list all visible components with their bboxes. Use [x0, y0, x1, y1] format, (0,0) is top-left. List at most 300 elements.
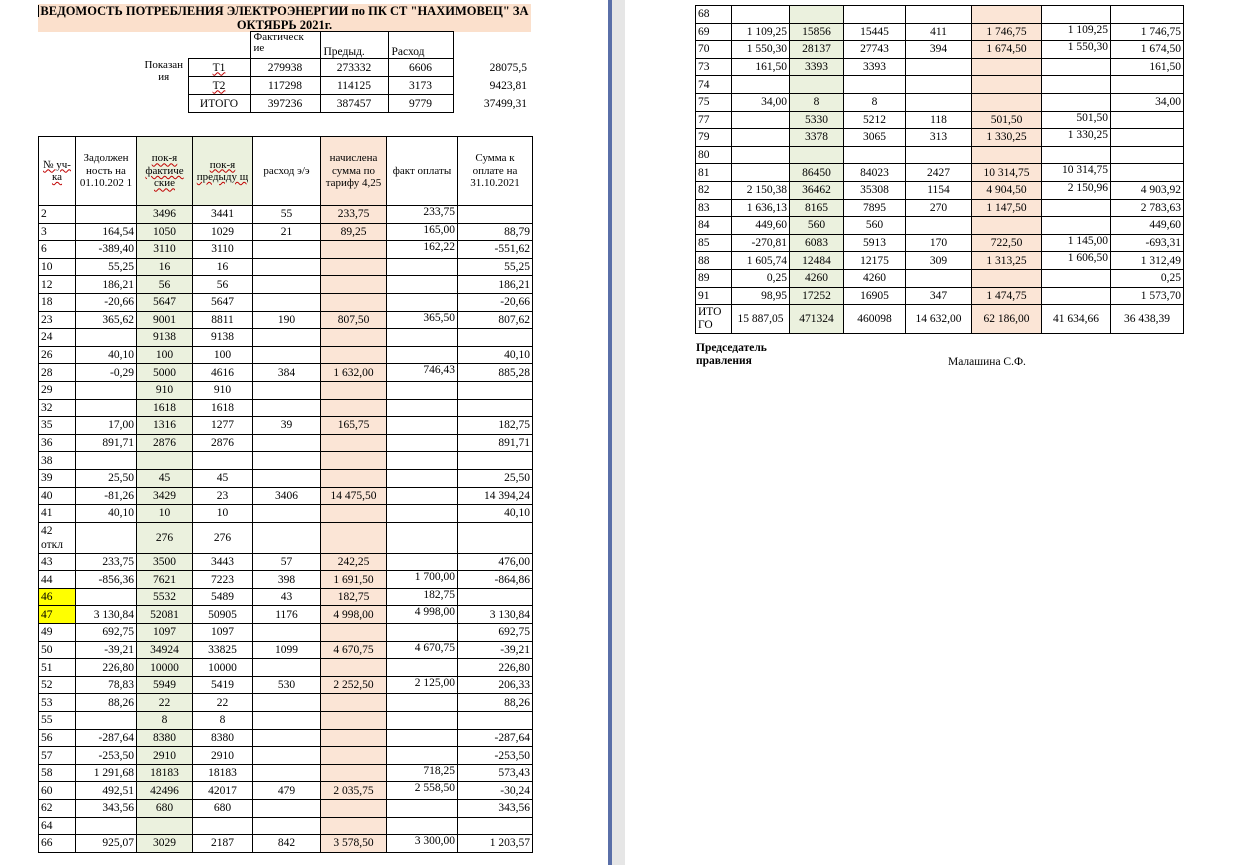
table-row	[696, 181, 1184, 199]
cell-charge	[321, 276, 387, 294]
cell-charge	[321, 764, 387, 782]
cell-previous-reading: 15445	[844, 23, 906, 41]
cell-current-reading: 34924	[137, 641, 193, 659]
cell-due	[458, 817, 533, 835]
cell-charge: 182,75	[321, 588, 387, 606]
col-header-plot: № уч-ка	[39, 137, 76, 206]
cell-charge: 1 474,75	[972, 287, 1042, 305]
cell-plot: 89	[696, 269, 732, 287]
cell-debt: -253,50	[76, 747, 137, 765]
table-row	[39, 381, 533, 399]
cell-plot: 69	[696, 23, 732, 41]
cell-paid	[1042, 269, 1111, 287]
table-row	[39, 588, 533, 606]
cell-due: 1 573,70	[1111, 287, 1184, 305]
cell-debt: 34,00	[732, 93, 790, 111]
table-row	[39, 399, 533, 417]
cell-charge: 722,50	[972, 234, 1042, 252]
col-header-due: Сумма к оплате на 31.10.2021	[458, 137, 533, 206]
cell-charge: 14 475,50	[321, 487, 387, 505]
cell-charge	[972, 269, 1042, 287]
cell-plot: 88	[696, 252, 732, 270]
cell-plot: 3	[39, 223, 76, 241]
cell-plot: 47	[39, 606, 76, 624]
cell-current-reading: 9138	[137, 329, 193, 347]
cell-usage: 118	[906, 111, 972, 129]
cell-previous-reading: 3065	[844, 129, 906, 147]
summary-t2-fact: 117298	[250, 77, 320, 95]
cell-current-reading: 3110	[137, 241, 193, 259]
cell-previous-reading: 1029	[193, 223, 253, 241]
cell-debt: 1 550,30	[732, 41, 790, 59]
table-row	[696, 234, 1184, 252]
cell-due: 14 394,24	[458, 487, 533, 505]
cell-charge: 233,75	[321, 206, 387, 224]
cell-charge: 501,50	[972, 111, 1042, 129]
cell-paid	[387, 434, 458, 452]
cell-due	[458, 522, 533, 553]
cell-due: -39,21	[458, 641, 533, 659]
document-title	[38, 4, 531, 32]
cell-due: 40,10	[458, 505, 533, 523]
cell-charge: 1 330,25	[972, 129, 1042, 147]
cell-due	[458, 381, 533, 399]
cell-plot: 56	[39, 729, 76, 747]
cell-usage	[253, 276, 321, 294]
summary-total-fact: 397236	[250, 95, 320, 113]
cell-previous-reading: 1618	[193, 399, 253, 417]
cell-plot: 81	[696, 164, 732, 182]
cell-usage: 384	[253, 364, 321, 382]
cell-previous-reading: 27743	[844, 41, 906, 59]
cell-debt: 88,26	[76, 694, 137, 712]
total-due: 36 438,39	[1111, 305, 1184, 334]
cell-paid: 501,50	[1042, 111, 1111, 129]
table-row	[39, 764, 533, 782]
cell-due	[458, 399, 533, 417]
cell-usage	[253, 346, 321, 364]
cell-paid	[1042, 217, 1111, 235]
consumption-table-right	[695, 5, 1184, 334]
cell-charge	[321, 817, 387, 835]
cell-previous-reading: 2187	[193, 835, 253, 853]
cell-debt: 226,80	[76, 659, 137, 677]
cell-plot: 74	[696, 76, 732, 94]
summary-t1-fact: 279938	[250, 59, 320, 77]
table-row	[39, 364, 533, 382]
cell-current-reading: 8	[137, 712, 193, 730]
cell-usage: 43	[253, 588, 321, 606]
cell-paid: 2 125,00	[387, 676, 458, 694]
cell-charge: 3 578,50	[321, 835, 387, 853]
cell-plot: 12	[39, 276, 76, 294]
cell-plot: 84	[696, 217, 732, 235]
cell-paid	[387, 712, 458, 730]
cell-usage: 3406	[253, 487, 321, 505]
cell-charge: 2 252,50	[321, 676, 387, 694]
cell-debt: 343,56	[76, 800, 137, 818]
cell-charge: 1 313,25	[972, 252, 1042, 270]
cell-debt: 2 150,38	[732, 181, 790, 199]
cell-charge: 4 904,50	[972, 181, 1042, 199]
cell-due: 0,25	[1111, 269, 1184, 287]
cell-paid: 4 670,75	[387, 641, 458, 659]
cell-plot: 58	[39, 764, 76, 782]
table-row	[696, 6, 1184, 24]
cell-due: -253,50	[458, 747, 533, 765]
cell-current-reading: 2876	[137, 434, 193, 452]
cell-usage: 1176	[253, 606, 321, 624]
cell-debt: 1 636,13	[732, 199, 790, 217]
cell-previous-reading: 10000	[193, 659, 253, 677]
cell-current-reading: 8	[790, 93, 844, 111]
cell-previous-reading: 23	[193, 487, 253, 505]
table-row	[39, 782, 533, 800]
cell-charge: 4 670,75	[321, 641, 387, 659]
cell-current-reading: 276	[137, 522, 193, 553]
cell-charge: 89,25	[321, 223, 387, 241]
table-row	[39, 206, 533, 224]
text-cursor	[38, 5, 39, 17]
cell-previous-reading: 84023	[844, 164, 906, 182]
cell-previous-reading: 1097	[193, 624, 253, 642]
document-page-left	[0, 0, 608, 865]
cell-usage	[253, 329, 321, 347]
cell-due: 476,00	[458, 553, 533, 571]
cell-charge: 1 147,50	[972, 199, 1042, 217]
cell-paid: 1 606,50	[1042, 252, 1111, 270]
cell-current-reading: 4260	[790, 269, 844, 287]
cell-current-reading: 10000	[137, 659, 193, 677]
table-row	[696, 76, 1184, 94]
cell-plot: 43	[39, 553, 76, 571]
cell-previous-reading: 2910	[193, 747, 253, 765]
cell-paid	[387, 694, 458, 712]
cell-due: 573,43	[458, 764, 533, 782]
cell-due: -287,64	[458, 729, 533, 747]
cell-usage	[906, 76, 972, 94]
cell-charge: 1 674,50	[972, 41, 1042, 59]
cell-usage: 309	[906, 252, 972, 270]
cell-usage: 270	[906, 199, 972, 217]
cell-charge	[321, 434, 387, 452]
cell-debt: 40,10	[76, 346, 137, 364]
cell-due: 25,50	[458, 469, 533, 487]
cell-debt	[732, 129, 790, 147]
cell-debt: -39,21	[76, 641, 137, 659]
cell-current-reading: 17252	[790, 287, 844, 305]
table-row	[39, 729, 533, 747]
summary-row-label: Показан ия	[144, 58, 184, 83]
cell-due: 2 783,63	[1111, 199, 1184, 217]
cell-previous-reading: 5419	[193, 676, 253, 694]
cell-paid	[387, 293, 458, 311]
cell-charge: 1 691,50	[321, 571, 387, 589]
cell-current-reading: 3500	[137, 553, 193, 571]
cell-due: -864,86	[458, 571, 533, 589]
cell-plot: 75	[696, 93, 732, 111]
cell-previous-reading: 7895	[844, 199, 906, 217]
cell-previous-reading: 5212	[844, 111, 906, 129]
table-row	[39, 487, 533, 505]
cell-current-reading: 680	[137, 800, 193, 818]
cell-previous-reading: 10	[193, 505, 253, 523]
cell-plot: 38	[39, 452, 76, 470]
cell-charge: 1 632,00	[321, 364, 387, 382]
cell-previous-reading	[844, 6, 906, 24]
table-row	[696, 252, 1184, 270]
cell-previous-reading: 1277	[193, 417, 253, 435]
cell-usage	[253, 469, 321, 487]
cell-plot: 62	[39, 800, 76, 818]
cell-debt: 98,95	[732, 287, 790, 305]
table-row	[696, 111, 1184, 129]
table-row	[696, 93, 1184, 111]
cell-charge: 10 314,75	[972, 164, 1042, 182]
cell-debt: 1 605,74	[732, 252, 790, 270]
cell-debt: -270,81	[732, 234, 790, 252]
cell-charge	[972, 6, 1042, 24]
cell-charge	[321, 729, 387, 747]
cell-usage	[906, 58, 972, 76]
cell-due: 40,10	[458, 346, 533, 364]
cell-paid: 162,22	[387, 241, 458, 259]
cell-debt	[76, 712, 137, 730]
cell-paid	[1042, 76, 1111, 94]
cell-plot: 80	[696, 146, 732, 164]
cell-usage	[253, 800, 321, 818]
total-current-reading: 471324	[790, 305, 844, 334]
table-row	[39, 293, 533, 311]
table-row	[696, 58, 1184, 76]
summary-total-label: ИТОГО	[188, 95, 250, 113]
cell-debt	[732, 76, 790, 94]
cell-paid	[387, 553, 458, 571]
cell-charge	[972, 217, 1042, 235]
cell-previous-reading: 16905	[844, 287, 906, 305]
cell-previous-reading: 3110	[193, 241, 253, 259]
cell-plot: 44	[39, 571, 76, 589]
cell-usage: 21	[253, 223, 321, 241]
title-text: ВЕДОМОСТЬ ПОТРЕБЛЕНИЯ ЭЛЕКТРОЭНЕРГИИ по ПК СТ "НАХИМОВЕЦ" ЗА ОКТЯБРЬ 2021г.	[40, 4, 529, 32]
cell-paid: 10 314,75	[1042, 164, 1111, 182]
table-row	[39, 452, 533, 470]
cell-due	[1111, 111, 1184, 129]
cell-debt	[76, 588, 137, 606]
table-row	[39, 694, 533, 712]
table-row	[39, 624, 533, 642]
cell-paid	[387, 747, 458, 765]
cell-usage: 394	[906, 41, 972, 59]
cell-due: 3 130,84	[458, 606, 533, 624]
cell-debt	[76, 329, 137, 347]
cell-debt: 17,00	[76, 417, 137, 435]
cell-due: 891,71	[458, 434, 533, 452]
cell-current-reading: 910	[137, 381, 193, 399]
table-row	[696, 146, 1184, 164]
cell-paid: 2 558,50	[387, 782, 458, 800]
cell-debt: 25,50	[76, 469, 137, 487]
cell-usage: 398	[253, 571, 321, 589]
cell-debt: -856,36	[76, 571, 137, 589]
cell-debt: -0,29	[76, 364, 137, 382]
cell-paid	[1042, 58, 1111, 76]
table-row	[39, 223, 533, 241]
cell-current-reading: 52081	[137, 606, 193, 624]
cell-current-reading: 5330	[790, 111, 844, 129]
cell-usage	[253, 505, 321, 523]
cell-due	[1111, 164, 1184, 182]
cell-current-reading: 8165	[790, 199, 844, 217]
cell-debt: 78,83	[76, 676, 137, 694]
cell-current-reading: 5000	[137, 364, 193, 382]
cell-usage: 411	[906, 23, 972, 41]
table-row	[39, 311, 533, 329]
cell-previous-reading: 4616	[193, 364, 253, 382]
cell-current-reading: 86450	[790, 164, 844, 182]
cell-plot: 26	[39, 346, 76, 364]
cell-current-reading: 42496	[137, 782, 193, 800]
cell-plot: 18	[39, 293, 76, 311]
cell-due: -30,24	[458, 782, 533, 800]
cell-debt	[76, 452, 137, 470]
cell-current-reading: 9001	[137, 311, 193, 329]
cell-due: 34,00	[1111, 93, 1184, 111]
cell-plot: 32	[39, 399, 76, 417]
cell-debt: -287,64	[76, 729, 137, 747]
col-header-previous-reading: пок-я предыду щ	[193, 137, 253, 206]
cell-current-reading: 1618	[137, 399, 193, 417]
cell-usage: 347	[906, 287, 972, 305]
table-row	[696, 287, 1184, 305]
cell-paid	[387, 329, 458, 347]
cell-plot: 91	[696, 287, 732, 305]
cell-paid	[1042, 93, 1111, 111]
cell-plot: 2	[39, 206, 76, 224]
col-header-usage: расход э/э	[253, 137, 321, 206]
table-row	[39, 469, 533, 487]
cell-due: 186,21	[458, 276, 533, 294]
cell-paid: 746,43	[387, 364, 458, 382]
summary-t1-label: Т1	[188, 59, 250, 77]
cell-current-reading: 36462	[790, 181, 844, 199]
cell-paid	[387, 258, 458, 276]
cell-current-reading: 3029	[137, 835, 193, 853]
cell-plot: 53	[39, 694, 76, 712]
cell-usage	[253, 624, 321, 642]
cell-usage: 530	[253, 676, 321, 694]
cell-current-reading	[790, 76, 844, 94]
cell-paid	[387, 276, 458, 294]
cell-charge	[972, 76, 1042, 94]
cell-usage	[906, 6, 972, 24]
table-row	[39, 800, 533, 818]
cell-paid	[387, 417, 458, 435]
table-row	[696, 41, 1184, 59]
summary-t2-prev: 114125	[320, 77, 388, 95]
cell-plot: 57	[39, 747, 76, 765]
cell-previous-reading: 910	[193, 381, 253, 399]
cell-current-reading: 1316	[137, 417, 193, 435]
cell-plot: 39	[39, 469, 76, 487]
cell-previous-reading	[193, 452, 253, 470]
total-plot: ИТО ГО	[696, 305, 732, 334]
cell-previous-reading: 33825	[193, 641, 253, 659]
summary-t2-sum: 9423,81	[489, 79, 527, 92]
cell-usage	[253, 764, 321, 782]
cell-debt: 365,62	[76, 311, 137, 329]
cell-previous-reading: 5647	[193, 293, 253, 311]
cell-plot: 36	[39, 434, 76, 452]
cell-due	[1111, 129, 1184, 147]
cell-previous-reading: 8	[193, 712, 253, 730]
cell-current-reading: 2910	[137, 747, 193, 765]
cell-plot: 79	[696, 129, 732, 147]
cell-due: 885,28	[458, 364, 533, 382]
cell-current-reading: 3378	[790, 129, 844, 147]
cell-current-reading: 7621	[137, 571, 193, 589]
cell-due: 1 203,57	[458, 835, 533, 853]
cell-previous-reading: 3443	[193, 553, 253, 571]
cell-previous-reading: 8811	[193, 311, 253, 329]
cell-paid: 1 109,25	[1042, 23, 1111, 41]
cell-current-reading: 5647	[137, 293, 193, 311]
cell-usage: 170	[906, 234, 972, 252]
cell-debt: -20,66	[76, 293, 137, 311]
cell-debt: 186,21	[76, 276, 137, 294]
cell-previous-reading	[844, 146, 906, 164]
cell-previous-reading: 22	[193, 694, 253, 712]
cell-current-reading	[137, 817, 193, 835]
cell-charge: 1 746,75	[972, 23, 1042, 41]
summary-header-prev: Предыд.	[320, 32, 388, 59]
cell-usage	[253, 399, 321, 417]
table-row	[39, 505, 533, 523]
table-row	[39, 659, 533, 677]
cell-paid	[387, 817, 458, 835]
signature-position: Председатель правления	[696, 342, 767, 367]
summary-total-prev: 387457	[320, 95, 388, 113]
cell-charge	[972, 146, 1042, 164]
cell-previous-reading: 42017	[193, 782, 253, 800]
cell-debt: 233,75	[76, 553, 137, 571]
cell-charge	[321, 469, 387, 487]
total-paid: 41 634,66	[1042, 305, 1111, 334]
cell-plot: 55	[39, 712, 76, 730]
cell-due	[458, 329, 533, 347]
cell-debt: 0,25	[732, 269, 790, 287]
cell-previous-reading: 2876	[193, 434, 253, 452]
cell-charge	[321, 293, 387, 311]
table-row	[39, 571, 533, 589]
cell-current-reading: 10	[137, 505, 193, 523]
cell-charge	[321, 747, 387, 765]
cell-due: 88,79	[458, 223, 533, 241]
cell-due	[458, 452, 533, 470]
cell-previous-reading: 7223	[193, 571, 253, 589]
cell-due: 4 903,92	[1111, 181, 1184, 199]
cell-paid	[387, 659, 458, 677]
cell-usage: 842	[253, 835, 321, 853]
cell-plot: 82	[696, 181, 732, 199]
document-page-right	[625, 0, 1258, 865]
cell-paid	[1042, 6, 1111, 24]
cell-usage: 1154	[906, 181, 972, 199]
total-charge: 62 186,00	[972, 305, 1042, 334]
cell-charge	[321, 258, 387, 276]
cell-debt: 164,54	[76, 223, 137, 241]
cell-usage	[906, 269, 972, 287]
